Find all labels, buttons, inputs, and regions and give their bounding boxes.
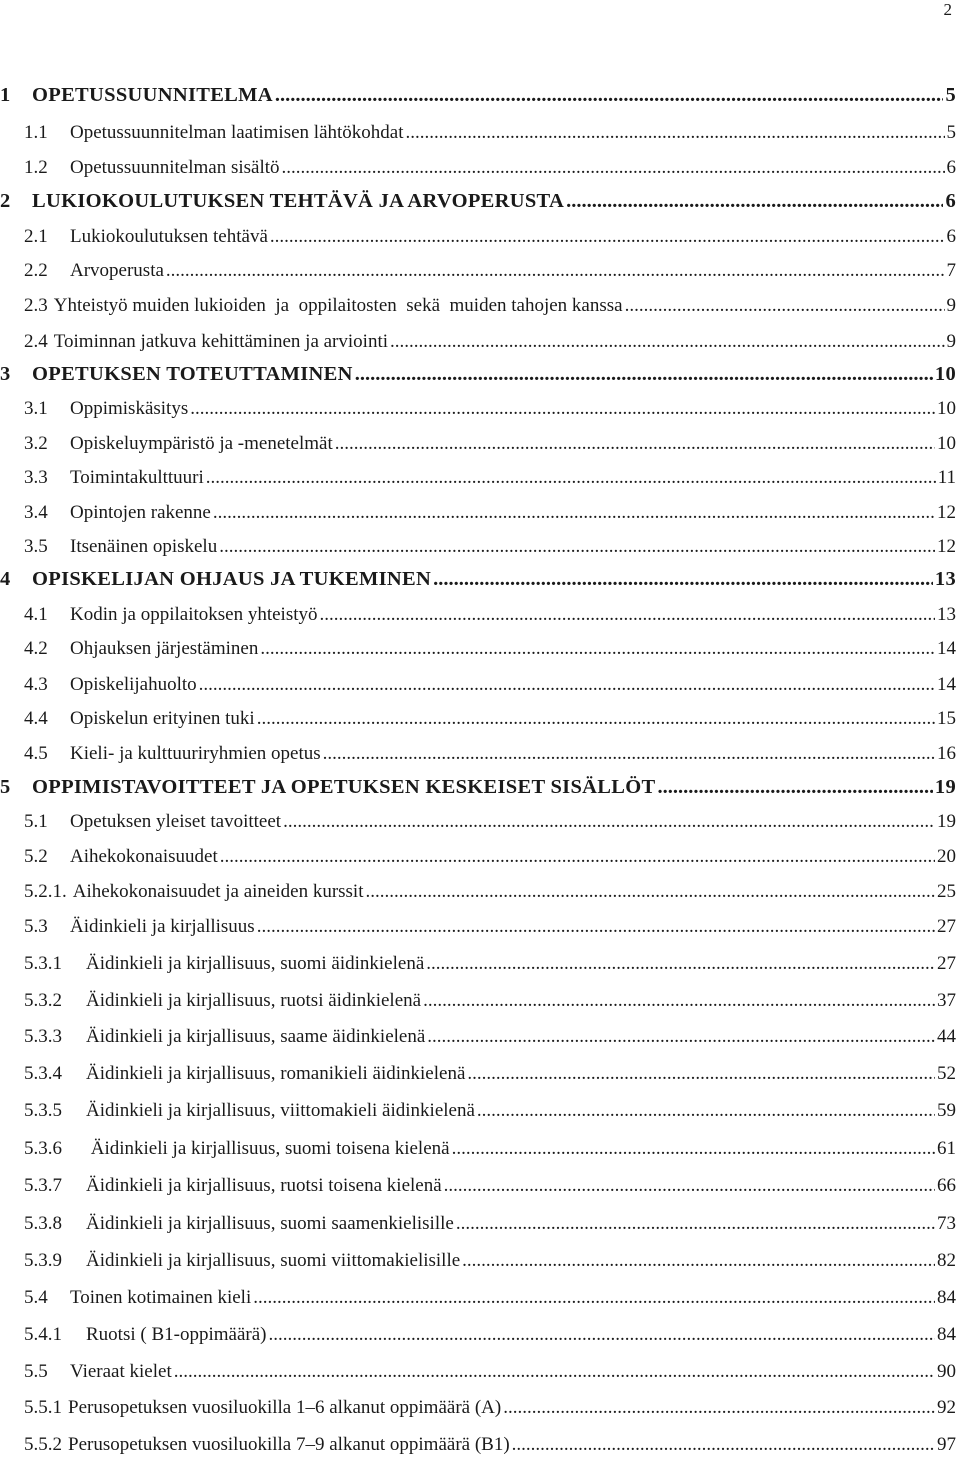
toc-entry-number: 5.3.3 bbox=[0, 1026, 86, 1048]
toc-entry-title: Vieraat kielet bbox=[70, 1361, 172, 1383]
toc-entry-number: 3.1 bbox=[0, 398, 70, 420]
toc-entry-number: 5.5.1 bbox=[0, 1397, 68, 1419]
toc-entry-title: Äidinkieli ja kirjallisuus, suomi toisena kielenä bbox=[86, 1138, 450, 1160]
toc-entry-number: 5.5 bbox=[0, 1361, 70, 1383]
toc-entry-number: 2 bbox=[0, 190, 32, 213]
toc-entry-page: 10 bbox=[937, 433, 960, 455]
toc-entry-number: 5.3.4 bbox=[0, 1063, 86, 1085]
toc-dot-leader bbox=[390, 331, 944, 353]
toc-entry[interactable] bbox=[0, 398, 960, 428]
toc-entry-title: Perusopetuksen vuosiluokilla 7–9 alkanut oppimäärä (B1) bbox=[68, 1434, 510, 1456]
toc-dot-leader bbox=[268, 1324, 935, 1346]
toc-entry-number: 4.4 bbox=[0, 708, 70, 730]
toc-entry-page: 16 bbox=[937, 743, 960, 765]
toc-entry-title: Kieli- ja kulttuuriryhmien opetus bbox=[70, 743, 321, 765]
toc-entry-number: 5.2.1. bbox=[0, 881, 73, 903]
toc-dot-leader bbox=[456, 1213, 935, 1235]
toc-entry-number: 3 bbox=[0, 363, 32, 386]
toc-entry-number: 2.3 bbox=[0, 295, 54, 317]
toc-entry[interactable] bbox=[0, 743, 960, 773]
toc-dot-leader bbox=[503, 1397, 935, 1419]
toc-entry[interactable] bbox=[0, 604, 960, 634]
toc-entry-page: 27 bbox=[937, 916, 960, 938]
toc-entry-number: 5.3.1 bbox=[0, 953, 86, 975]
toc-entry-title: Yhteistyö muiden lukioiden ja oppilaitosten sekä muiden tahojen kanssa bbox=[54, 295, 623, 317]
toc-entry-title: Opiskelun erityinen tuki bbox=[70, 708, 255, 730]
toc-dot-leader bbox=[477, 1100, 935, 1122]
toc-entry-page: 10 bbox=[937, 398, 960, 420]
toc-entry-title: Äidinkieli ja kirjallisuus, ruotsi äidinkielenä bbox=[86, 990, 421, 1012]
toc-dot-leader bbox=[406, 122, 945, 144]
toc-entry-title: Kodin ja oppilaitoksen yhteistyö bbox=[70, 604, 318, 626]
toc-dot-leader bbox=[257, 708, 935, 730]
toc-entry-page: 5 bbox=[947, 122, 960, 144]
toc-dot-leader bbox=[275, 84, 944, 107]
toc-entry-title: Toimintakulttuuri bbox=[70, 467, 204, 489]
toc-entry-page: 92 bbox=[937, 1397, 960, 1419]
toc-entry-number: 5.4 bbox=[0, 1287, 70, 1309]
toc-entry-title: Äidinkieli ja kirjallisuus bbox=[70, 916, 255, 938]
toc-entry-number: 1 bbox=[0, 84, 32, 107]
toc-entry-page: 59 bbox=[937, 1100, 960, 1122]
toc-dot-leader bbox=[427, 1026, 935, 1048]
toc-dot-leader bbox=[206, 467, 936, 489]
toc-entry[interactable] bbox=[0, 1434, 960, 1464]
toc-entry-number: 4.3 bbox=[0, 674, 70, 696]
toc-entry-page: 73 bbox=[937, 1213, 960, 1235]
toc-dot-leader bbox=[355, 363, 933, 386]
toc-entry-page: 84 bbox=[937, 1287, 960, 1309]
toc-entry[interactable] bbox=[0, 502, 960, 532]
toc-entry-title: Opiskelijahuolto bbox=[70, 674, 197, 696]
toc-entry-page: 14 bbox=[937, 638, 960, 660]
toc-entry-number: 5.3.9 bbox=[0, 1250, 86, 1272]
toc-entry-number: 1.1 bbox=[0, 122, 70, 144]
toc-entry[interactable] bbox=[0, 122, 960, 152]
toc-entry[interactable] bbox=[0, 953, 960, 983]
toc-entry-page: 9 bbox=[947, 331, 960, 353]
toc-dot-leader bbox=[657, 776, 932, 799]
toc-entry[interactable] bbox=[0, 1026, 960, 1056]
toc-entry-number: 5.3.7 bbox=[0, 1175, 86, 1197]
toc-entry[interactable] bbox=[0, 708, 960, 738]
toc-dot-leader bbox=[366, 881, 936, 903]
toc-entry-page: 10 bbox=[935, 363, 960, 386]
toc-dot-leader bbox=[566, 190, 943, 213]
toc-entry-number: 5.4.1 bbox=[0, 1324, 86, 1346]
toc-entry-page: 12 bbox=[937, 536, 960, 558]
toc-entry-page: 15 bbox=[937, 708, 960, 730]
toc-entry-title: LUKIOKOULUTUKSEN TEHTÄVÄ JA ARVOPERUSTA bbox=[32, 190, 564, 213]
toc-entry-title: Perusopetuksen vuosiluokilla 1–6 alkanut oppimäärä (A) bbox=[68, 1397, 501, 1419]
toc-entry-title: Opintojen rakenne bbox=[70, 502, 211, 524]
toc-dot-leader bbox=[433, 568, 933, 591]
toc-entry-title: Opiskeluympäristö ja -menetelmät bbox=[70, 433, 333, 455]
toc-dot-leader bbox=[190, 398, 935, 420]
toc-entry-number: 5.3.8 bbox=[0, 1213, 86, 1235]
toc-entry-page: 27 bbox=[937, 953, 960, 975]
toc-entry[interactable] bbox=[0, 190, 960, 220]
toc-entry-title: Ruotsi ( B1-oppimäärä) bbox=[86, 1324, 266, 1346]
toc-entry-number: 5.3.6 bbox=[0, 1138, 86, 1160]
toc-entry-number: 4.5 bbox=[0, 743, 70, 765]
toc-entry-page: 66 bbox=[937, 1175, 960, 1197]
toc-entry[interactable] bbox=[0, 811, 960, 841]
toc-entry-page: 14 bbox=[937, 674, 960, 696]
page-number: 2 bbox=[944, 0, 953, 20]
toc-dot-leader bbox=[462, 1250, 935, 1272]
toc-entry-number: 5.3.5 bbox=[0, 1100, 86, 1122]
toc-dot-leader bbox=[452, 1138, 935, 1160]
toc-entry-page: 84 bbox=[937, 1324, 960, 1346]
toc-entry-number: 4.1 bbox=[0, 604, 70, 626]
toc-entry-title: Opetussuunnitelman laatimisen lähtökohdat bbox=[70, 122, 404, 144]
toc-entry-page: 5 bbox=[945, 84, 960, 107]
toc-dot-leader bbox=[467, 1063, 935, 1085]
toc-entry-title: Äidinkieli ja kirjallisuus, viittomakieli äidinkielenä bbox=[86, 1100, 475, 1122]
toc-entry[interactable] bbox=[0, 1175, 960, 1205]
toc-dot-leader bbox=[423, 990, 935, 1012]
toc-entry-page: 25 bbox=[937, 881, 960, 903]
toc-entry-title: OPETUSSUUNNITELMA bbox=[32, 84, 273, 107]
toc-entry[interactable] bbox=[0, 1100, 960, 1130]
toc-entry-title: Aihekokonaisuudet ja aineiden kurssit bbox=[73, 881, 364, 903]
toc-entry-number: 2.4 bbox=[0, 331, 54, 353]
toc-entry-page: 90 bbox=[937, 1361, 960, 1383]
toc-entry-title: Toiminnan jatkuva kehittäminen ja arviointi bbox=[54, 331, 388, 353]
toc-entry-number: 5.5.2 bbox=[0, 1434, 68, 1456]
toc-entry-number: 2.2 bbox=[0, 260, 70, 282]
toc-entry-number: 3.5 bbox=[0, 536, 70, 558]
toc-entry[interactable] bbox=[0, 157, 960, 187]
toc-entry-title: OPPIMISTAVOITTEET JA OPETUKSEN KESKEISET SISÄLLÖT bbox=[32, 776, 655, 799]
toc-entry-title: Opetussuunnitelman sisältö bbox=[70, 157, 280, 179]
toc-dot-leader bbox=[320, 604, 935, 626]
toc-entry-page: 6 bbox=[945, 190, 960, 213]
toc-entry[interactable] bbox=[0, 1287, 960, 1317]
toc-entry-page: 19 bbox=[937, 811, 960, 833]
toc-entry-number: 5 bbox=[0, 776, 32, 799]
toc-dot-leader bbox=[625, 295, 945, 317]
toc-entry-number: 5.3 bbox=[0, 916, 70, 938]
toc-entry[interactable] bbox=[0, 674, 960, 704]
toc-entry-page: 6 bbox=[947, 157, 960, 179]
toc-entry-title: Äidinkieli ja kirjallisuus, romanikieli äidinkielenä bbox=[86, 1063, 465, 1085]
toc-entry-title: Toinen kotimainen kieli bbox=[70, 1287, 251, 1309]
toc-entry[interactable] bbox=[0, 295, 960, 325]
toc-dot-leader bbox=[220, 846, 935, 868]
toc-entry-page: 61 bbox=[937, 1138, 960, 1160]
toc-entry[interactable] bbox=[0, 568, 960, 598]
toc-entry-number: 3.3 bbox=[0, 467, 70, 489]
toc-entry-number: 3.4 bbox=[0, 502, 70, 524]
toc-entry-title: Äidinkieli ja kirjallisuus, suomi saamenkielisille bbox=[86, 1213, 454, 1235]
toc-entry-page: 7 bbox=[947, 260, 960, 282]
toc-entry-page: 52 bbox=[937, 1063, 960, 1085]
toc-dot-leader bbox=[260, 638, 935, 660]
toc-entry-page: 82 bbox=[937, 1250, 960, 1272]
toc-dot-leader bbox=[444, 1175, 935, 1197]
toc-entry-title: OPETUKSEN TOTEUTTAMINEN bbox=[32, 363, 353, 386]
toc-entry-number: 2.1 bbox=[0, 226, 70, 248]
toc-dot-leader bbox=[323, 743, 935, 765]
toc-entry[interactable] bbox=[0, 1138, 960, 1168]
toc-entry-page: 6 bbox=[947, 226, 960, 248]
toc-entry-title: Ohjauksen järjestäminen bbox=[70, 638, 258, 660]
toc-dot-leader bbox=[174, 1361, 935, 1383]
toc-entry-title: Äidinkieli ja kirjallisuus, ruotsi toisena kielenä bbox=[86, 1175, 442, 1197]
toc-entry[interactable] bbox=[0, 846, 960, 876]
toc-dot-leader bbox=[512, 1434, 935, 1456]
toc-entry-title: Itsenäinen opiskelu bbox=[70, 536, 217, 558]
toc-entry[interactable] bbox=[0, 1213, 960, 1243]
toc-entry-title: Aihekokonaisuudet bbox=[70, 846, 218, 868]
toc-entry-page: 13 bbox=[937, 604, 960, 626]
toc-entry-title: Opetuksen yleiset tavoitteet bbox=[70, 811, 281, 833]
toc-entry-page: 19 bbox=[935, 776, 960, 799]
toc-entry-number: 5.1 bbox=[0, 811, 70, 833]
toc-entry[interactable] bbox=[0, 536, 960, 566]
toc-dot-leader bbox=[426, 953, 935, 975]
toc-entry-page: 12 bbox=[937, 502, 960, 524]
toc-entry-page: 13 bbox=[935, 568, 960, 591]
toc-entry-number: 4 bbox=[0, 568, 32, 591]
toc-dot-leader bbox=[253, 1287, 935, 1309]
toc-entry[interactable] bbox=[0, 1361, 960, 1391]
toc-entry-title: OPISKELIJAN OHJAUS JA TUKEMINEN bbox=[32, 568, 431, 591]
toc-entry-title: Äidinkieli ja kirjallisuus, saame äidinkielenä bbox=[86, 1026, 425, 1048]
toc-entry-title: Oppimiskäsitys bbox=[70, 398, 188, 420]
toc-entry-page: 9 bbox=[947, 295, 960, 317]
toc-entry-number: 3.2 bbox=[0, 433, 70, 455]
toc-entry[interactable] bbox=[0, 1397, 960, 1427]
toc-dot-leader bbox=[257, 916, 935, 938]
toc-entry-number: 5.3.2 bbox=[0, 990, 86, 1012]
toc-entry[interactable] bbox=[0, 916, 960, 946]
toc-dot-leader bbox=[270, 226, 945, 248]
toc-dot-leader bbox=[213, 502, 935, 524]
toc-entry-page: 11 bbox=[938, 467, 960, 489]
toc-entry-title: Lukiokoulutuksen tehtävä bbox=[70, 226, 268, 248]
toc-entry[interactable] bbox=[0, 331, 960, 361]
toc-dot-leader bbox=[219, 536, 935, 558]
toc-entry[interactable] bbox=[0, 433, 960, 463]
toc-entry-number: 4.2 bbox=[0, 638, 70, 660]
toc-entry[interactable] bbox=[0, 84, 960, 114]
toc-dot-leader bbox=[166, 260, 945, 282]
toc-entry[interactable] bbox=[0, 638, 960, 668]
toc-entry[interactable] bbox=[0, 226, 960, 256]
toc-entry[interactable] bbox=[0, 881, 960, 911]
toc-entry-title: Äidinkieli ja kirjallisuus, suomi äidinkielenä bbox=[86, 953, 424, 975]
toc-entry[interactable] bbox=[0, 776, 960, 806]
toc-entry[interactable] bbox=[0, 467, 960, 497]
toc-entry-title: Arvoperusta bbox=[70, 260, 164, 282]
toc-entry-page: 37 bbox=[937, 990, 960, 1012]
toc-dot-leader bbox=[282, 157, 945, 179]
toc-entry-number: 1.2 bbox=[0, 157, 70, 179]
toc-entry[interactable] bbox=[0, 260, 960, 290]
toc-entry-page: 44 bbox=[937, 1026, 960, 1048]
toc-dot-leader bbox=[283, 811, 935, 833]
toc-entry[interactable] bbox=[0, 990, 960, 1020]
toc-dot-leader bbox=[199, 674, 935, 696]
toc-entry[interactable] bbox=[0, 363, 960, 393]
toc-entry[interactable] bbox=[0, 1250, 960, 1280]
toc-entry[interactable] bbox=[0, 1063, 960, 1093]
toc-entry-number: 5.2 bbox=[0, 846, 70, 868]
toc-dot-leader bbox=[335, 433, 935, 455]
toc-entry[interactable] bbox=[0, 1324, 960, 1354]
toc-entry-page: 97 bbox=[937, 1434, 960, 1456]
toc-entry-title: Äidinkieli ja kirjallisuus, suomi viittomakielisille bbox=[86, 1250, 460, 1272]
toc-entry-page: 20 bbox=[937, 846, 960, 868]
